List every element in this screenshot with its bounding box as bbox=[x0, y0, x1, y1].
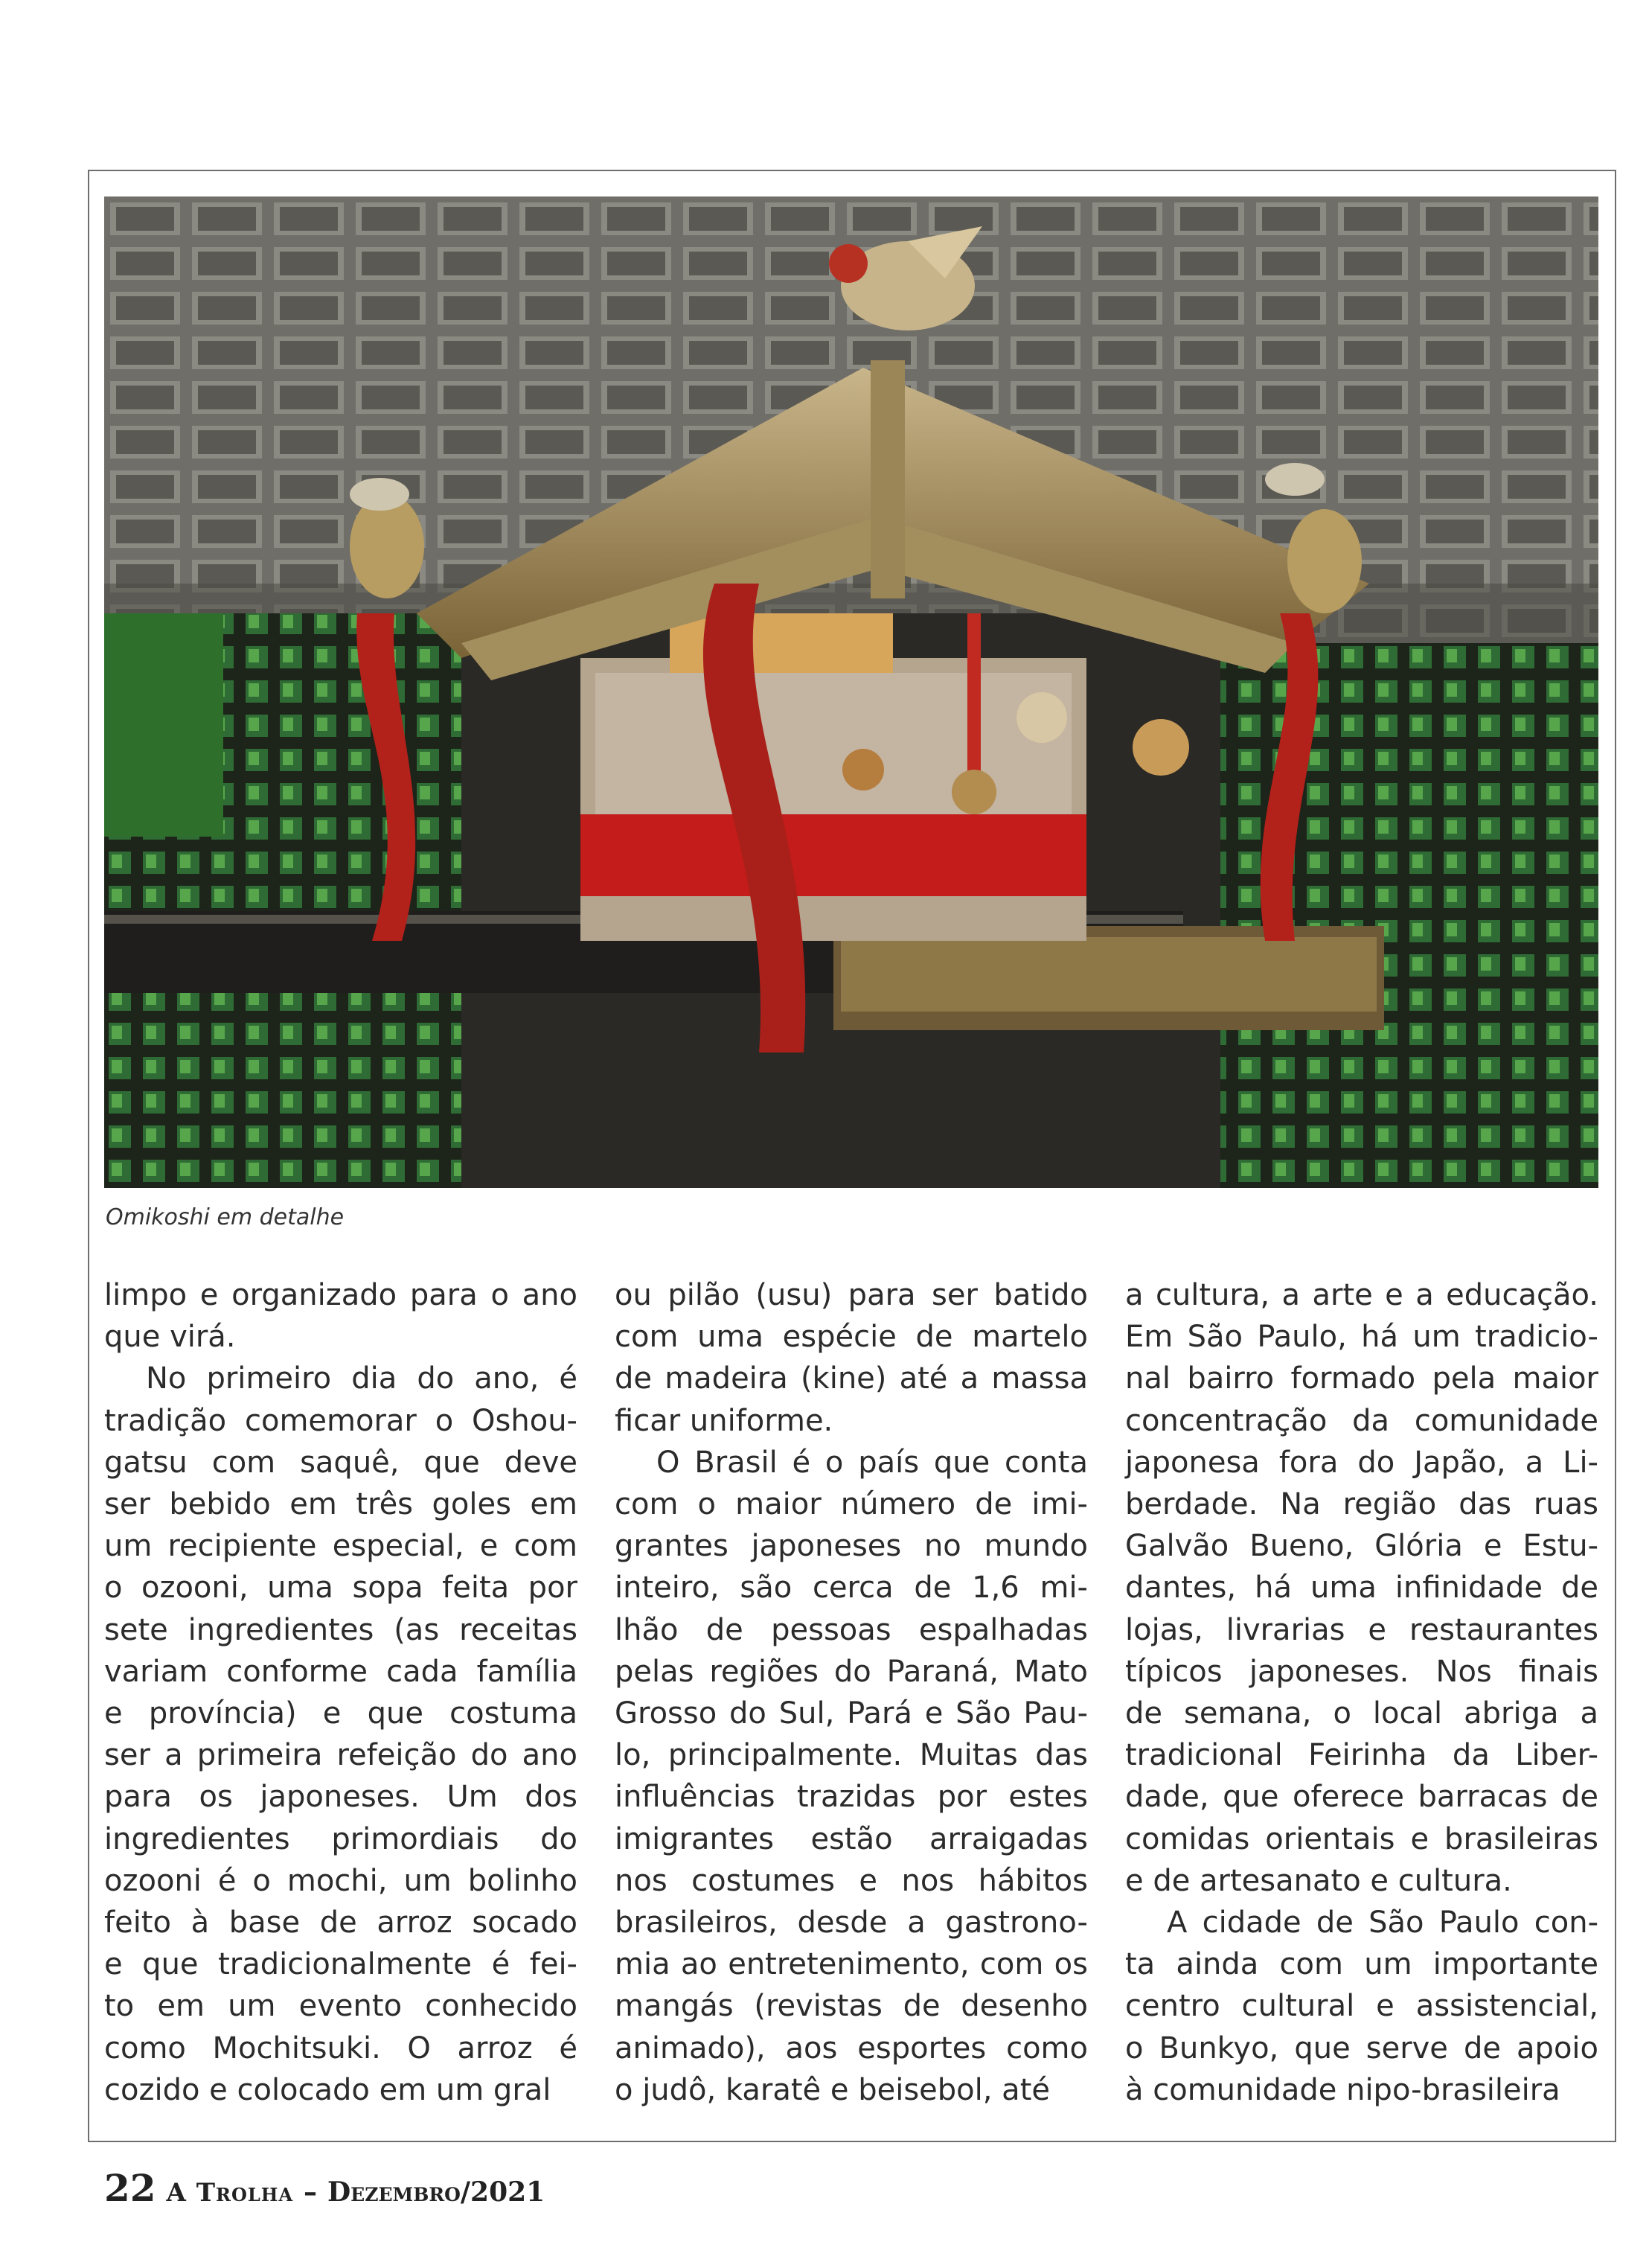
article-line: to em um evento conhecido bbox=[104, 1989, 577, 2024]
article-line: imigrantes estão arraigadas bbox=[615, 1821, 1088, 1856]
article-line: Grosso do Sul, Pará e São Pau- bbox=[615, 1696, 1088, 1731]
article-line: o ozooni, uma sopa feita por bbox=[104, 1571, 577, 1606]
article-line: com uma espécie de martelo bbox=[615, 1320, 1088, 1355]
article-line: mia ao entretenimento, com os bbox=[615, 1947, 1088, 1982]
article-line: típicos japoneses. Nos finais bbox=[1125, 1654, 1598, 1689]
article-line: de madeira (kine) até a massa bbox=[615, 1361, 1088, 1396]
article-line: concentração da comunidade bbox=[1125, 1403, 1598, 1438]
article-line: a cultura, a arte e a educação. bbox=[1125, 1278, 1598, 1312]
article-line: japonesa fora do Japão, a Li- bbox=[1125, 1445, 1598, 1480]
article-line: Galvão Bueno, Glória e Estu- bbox=[1125, 1529, 1598, 1564]
article-line: tradicional Feirinha da Liber- bbox=[1125, 1738, 1598, 1773]
article-line: animado), aos esportes como bbox=[615, 2031, 1088, 2066]
article-line: pelas regiões do Paraná, Mato bbox=[615, 1654, 1088, 1689]
article-line: para os japoneses. Um dos bbox=[104, 1780, 577, 1815]
article-line: berdade. Na região das ruas bbox=[1125, 1487, 1598, 1522]
article-line: A cidade de São Paulo con- bbox=[1167, 1906, 1598, 1940]
article-line: ficar uniforme. bbox=[615, 1403, 833, 1438]
article-line: centro cultural e assistencial, bbox=[1125, 1989, 1598, 2024]
article-paragraph bbox=[1125, 1902, 1598, 2111]
article-line: ou pilão (usu) para ser batido bbox=[615, 1278, 1088, 1312]
article-line: Em São Paulo, há um tradicio- bbox=[1125, 1320, 1598, 1355]
photo-caption: Omikoshi em detalhe bbox=[106, 1204, 345, 1230]
article-line: o judô, karatê e beisebol, até bbox=[615, 2072, 1050, 2107]
article-line: No primeiro dia do ano, é bbox=[146, 1361, 577, 1396]
article-line: brasileiros, desde a gastrono- bbox=[615, 1906, 1088, 1940]
article-line: cozido e colocado em um gral bbox=[104, 2072, 551, 2107]
article-paragraph bbox=[615, 1442, 1088, 2111]
article-line: o Bunkyo, que serve de apoio bbox=[1125, 2031, 1598, 2066]
article-line: variam conforme cada família bbox=[104, 1654, 577, 1689]
article-line: O Brasil é o país que conta bbox=[656, 1445, 1088, 1480]
article-column-3 bbox=[1125, 1274, 1598, 2111]
issue-date: Dezembro/2021 bbox=[327, 2176, 545, 2208]
article-line: dade, que oferece barracas de bbox=[1125, 1780, 1598, 1815]
page-footer bbox=[104, 2166, 545, 2210]
article-line: à comunidade nipo-brasileira bbox=[1125, 2072, 1560, 2107]
article-line: sete ingredientes (as receitas bbox=[104, 1612, 577, 1647]
article-line: lo, principalmente. Muitas das bbox=[615, 1738, 1088, 1773]
article-line: influências trazidas por estes bbox=[615, 1780, 1088, 1815]
page-number: 22 bbox=[104, 2166, 156, 2210]
article-line: um recipiente especial, e com bbox=[104, 1529, 577, 1564]
article-line: nos costumes e nos hábitos bbox=[615, 1863, 1088, 1898]
article-column-1 bbox=[104, 1274, 577, 2111]
article-paragraph bbox=[104, 1274, 577, 1358]
magazine-name: A Trolha bbox=[166, 2178, 294, 2208]
article-line: ser bebido em três goles em bbox=[104, 1487, 577, 1522]
article-line: que virá. bbox=[104, 1320, 236, 1355]
article-line: lhão de pessoas espalhadas bbox=[615, 1612, 1088, 1647]
article-paragraph bbox=[104, 1358, 577, 2111]
article-line: ozooni é o mochi, um bolinho bbox=[104, 1863, 577, 1898]
article-line: e de artesanato e cultura. bbox=[1125, 1863, 1512, 1898]
article-line: nal bairro formado pela maior bbox=[1125, 1361, 1598, 1396]
article-line: como Mochitsuki. O arroz é bbox=[104, 2031, 577, 2066]
article-line: feito à base de arroz socado bbox=[104, 1906, 577, 1940]
article-paragraph bbox=[615, 1274, 1088, 1442]
article-line: ingredientes primordiais do bbox=[104, 1821, 577, 1856]
article-line: tradição comemorar o Oshou- bbox=[104, 1403, 577, 1438]
omikoshi-illustration bbox=[104, 197, 1598, 1188]
footer-separator: – bbox=[304, 2176, 318, 2208]
article-line: com o maior número de imi- bbox=[615, 1487, 1088, 1522]
article-line: grantes japoneses no mundo bbox=[615, 1529, 1088, 1564]
article-line: lojas, livrarias e restaurantes bbox=[1125, 1612, 1598, 1647]
article-line: comidas orientais e brasileiras bbox=[1125, 1821, 1598, 1856]
article-line: limpo e organizado para o ano bbox=[104, 1278, 577, 1312]
article-line: mangás (revistas de desenho bbox=[615, 1989, 1088, 2024]
article-line: ta ainda com um importante bbox=[1125, 1947, 1598, 1982]
article-line: gatsu com saquê, que deve bbox=[104, 1445, 577, 1480]
article-line: de semana, o local abriga a bbox=[1125, 1696, 1598, 1731]
article-paragraph bbox=[1125, 1274, 1598, 1902]
article-line: ser a primeira refeição do ano bbox=[104, 1738, 577, 1773]
article-line: dantes, há uma infinidade de bbox=[1125, 1571, 1598, 1606]
article-line: e que tradicionalmente é fei- bbox=[104, 1947, 577, 1982]
omikoshi-photo bbox=[104, 197, 1598, 1188]
article-column-2 bbox=[615, 1274, 1088, 2111]
article-line: e província) e que costuma bbox=[104, 1696, 577, 1731]
article-line: inteiro, são cerca de 1,6 mi- bbox=[615, 1571, 1088, 1606]
